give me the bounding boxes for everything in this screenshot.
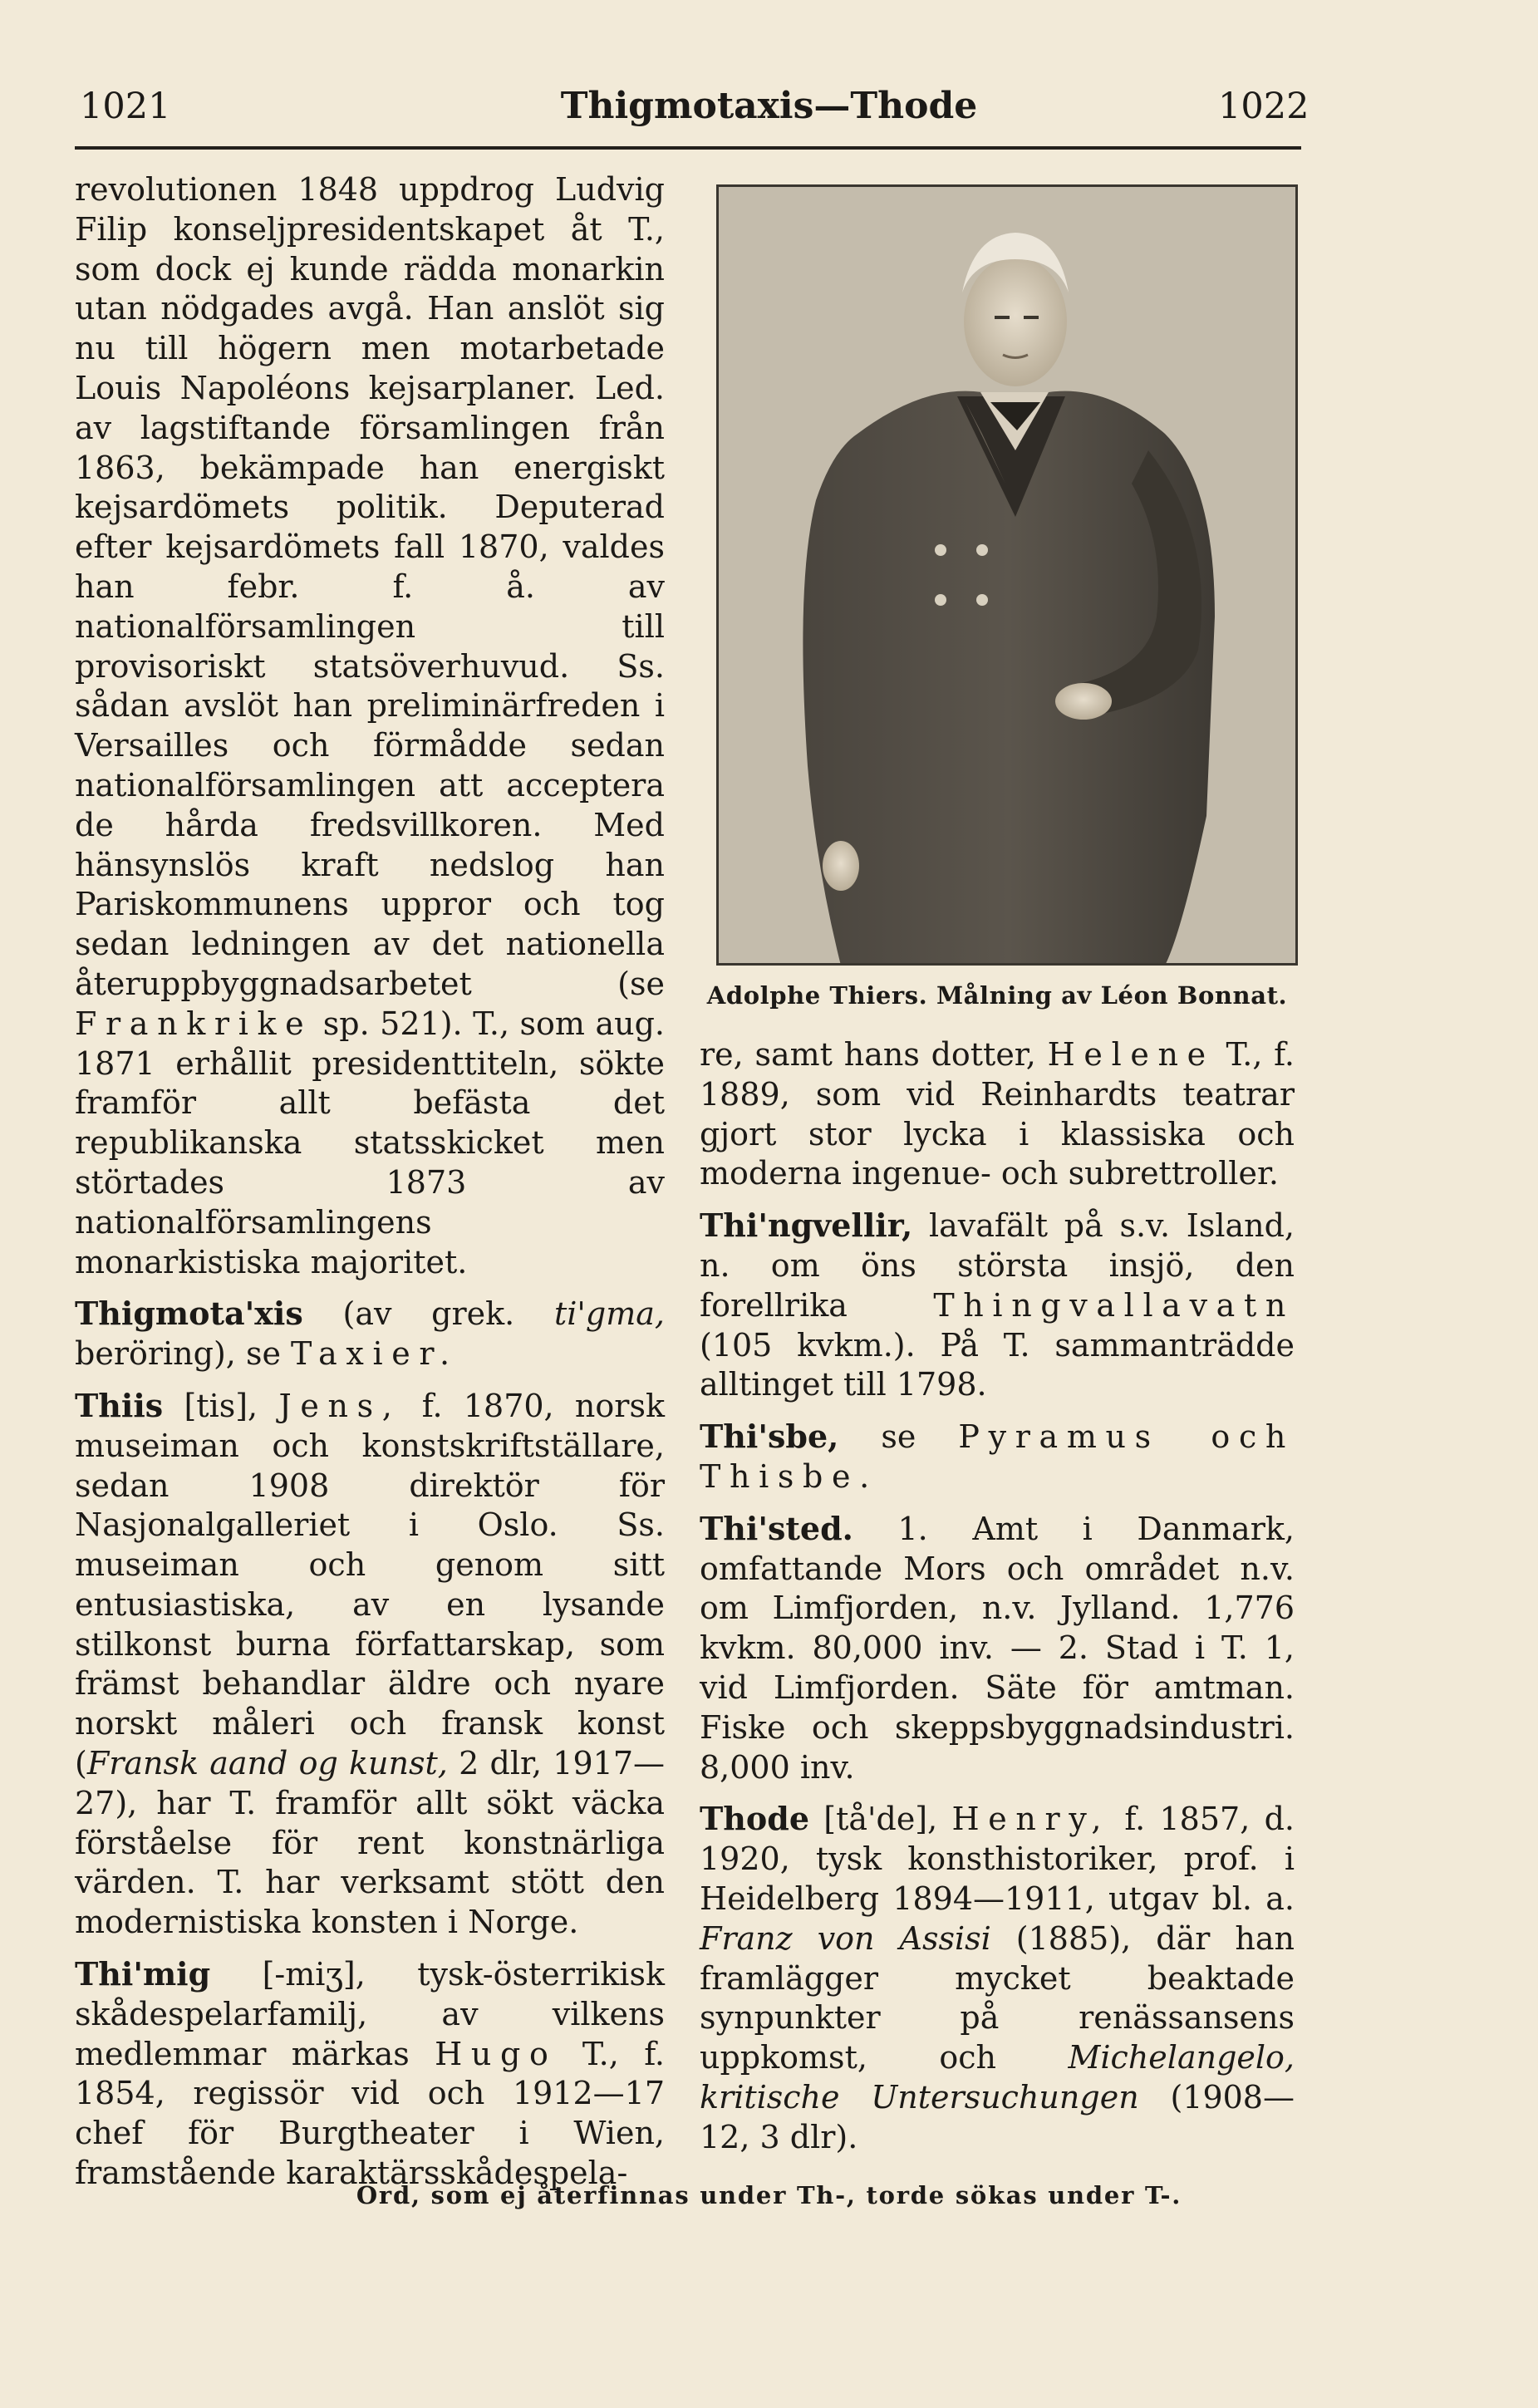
- thode-work-title-1: Franz von Assisi: [700, 1919, 991, 1957]
- greek-term: ti'gma,: [554, 1295, 665, 1333]
- thigmotaxis-text-2: beröring), se: [75, 1335, 281, 1373]
- thiis-text: f. 1870, norsk museiman och konstskriftställare, sedan 1908 direktör för Nasjonalgalleriet i Oslo. Ss. museiman och genom sitt entusiastiska, av en lysande stilkonst burna författarskap, som främst behandlar äldre och nyare norskt måleri och fransk konst (: [75, 1387, 665, 1782]
- thiis-given-name: Jens,: [278, 1387, 401, 1424]
- thingvellir-text: lavafält på s.v. Island, n. om öns största insjö, den forellrika: [700, 1207, 1295, 1324]
- thiis-work-title: Fransk aand og kunst,: [86, 1745, 448, 1782]
- headword-thingvellir: Thi'ngvellir,: [700, 1206, 913, 1245]
- thimig-text: [-miʒ], tysk-österrikisk skådespelarfamilj, av vilkens medlemmar märkas: [75, 1956, 665, 2072]
- thode-given-name: Henry,: [951, 1801, 1111, 1838]
- helene-name: Helene: [1047, 1036, 1215, 1073]
- page-number-left: 1021: [80, 86, 171, 127]
- thode-work-title-2: Michelangelo, kritische Untersuchungen: [700, 2039, 1295, 2116]
- thode-pronunciation: [tå'de],: [823, 1801, 938, 1838]
- thode-text: f. 1857, d. 1920, tysk konsthistoriker, prof. i Heidelberg 1894—1911, utgav bl. a.: [700, 1801, 1295, 1917]
- portrait-illustration: [716, 184, 1298, 966]
- thimig-cont-text: re, samt hans dotter,: [700, 1036, 1036, 1073]
- thingvellir-text-2: (105 kvkm.). På T. sammanträdde alltinget till 1798.: [700, 1326, 1295, 1403]
- thiers-text-end: sp. 521). T., som aug. 1871 erhållit presidenttiteln, sökte framför allt befästa det republikanska statsskicket men störtades 1873 av nationalförsamlingens monarkistiska majoritet.: [75, 1005, 665, 1280]
- thimig-cont-text-2: T., f. 1889, som vid Reinhardts teatrar gjort stor lycka i klassiska och moderna ingenue- och subrettroller.: [700, 1036, 1295, 1192]
- page-number-right: 1022: [1218, 86, 1310, 127]
- headword-thigmotaxis: Thigmota'xis: [75, 1295, 303, 1333]
- thisted-text: 1. Amt i Danmark, omfattande Mors och området n.v. om Limfjorden, n.v. Jylland. 1,776 kvkm. 80,000 inv. — 2. Stad i T. 1, vid Limfjorden. Säte för amtman. Fiske och skeppsbyggnadsindustri. 8,000 inv.: [700, 1510, 1295, 1786]
- running-title: Thigmotaxis—Thode: [560, 85, 978, 127]
- header-rule: [75, 146, 1301, 150]
- entry-thisted: [700, 1509, 1295, 1788]
- thode-text-2: (1885), där han framlägger mycket beaktade synpunkter på renässansens uppkomst, och: [700, 1919, 1295, 2076]
- thigmotaxis-text: (av grek.: [342, 1295, 515, 1333]
- cross-reference-taxier[interactable]: Taxier.: [291, 1335, 459, 1373]
- portrait-caption: Adolphe Thiers. Målning av Léon Bonnat.: [706, 981, 1288, 1010]
- entry-thingvellir: [700, 1206, 1295, 1405]
- headword-thimig: Thi'mig: [75, 1955, 211, 1993]
- thode-text-3: (1908—12, 3 dlr).: [700, 2078, 1295, 2155]
- left-column: [75, 170, 665, 2194]
- cross-reference-frankrike[interactable]: Frankrike: [75, 1005, 313, 1042]
- entry-thiis: [75, 1386, 665, 1943]
- thimig-text-2: T., f. 1854, regissör vid och 1912—17 chef för Burgtheater i Wien, framstående karaktärsskådespela-: [75, 2035, 665, 2192]
- cross-reference-thingvallavatn[interactable]: Thingvallavatn: [933, 1286, 1295, 1324]
- entry-thimig: [75, 1954, 665, 2194]
- thimig-given-name: Hugo: [435, 2035, 558, 2072]
- entry-thimig-continuation: [700, 1035, 1295, 1194]
- headword-thode: Thode: [700, 1800, 809, 1838]
- thiers-text: revolutionen 1848 uppdrog Ludvig Filip konseljpresidentskapet åt T., som dock ej kunde rädda monarkin utan nödgades avgå. Han anslöt sig nu till högern men motarbetade Louis Napoléons kejsarplaner. Led. av lagstiftande församlingen från 1863, bekämpade han energiskt kejsardömets politik. Deputerad efter kejsardömets fall 1870, valdes han febr. f. å. av nationalförsamlingen till provisoriskt statsöverhuvud. Ss. sådan avslöt han preliminärfreden i Versailles och förmådde sedan nationalförsamlingen att acceptera de hårda fredsvillkoren. Med hänsynslös kraft nedslog han Pariskommunens uppror och tog sedan ledningen av det nationella återuppbyggnadsarbetet (se: [75, 171, 665, 1002]
- portrait-photo-icon: [716, 184, 1298, 966]
- footer-note: Ord, som ej återfinnas under Th-, torde sökas under T-.: [356, 2181, 1182, 2209]
- thiis-pronunciation: [tis],: [184, 1387, 258, 1424]
- headword-thiis: Thiis: [75, 1386, 164, 1424]
- headword-thisted: Thi'sted.: [700, 1509, 853, 1547]
- thiis-text-2: 2 dlr, 1917—27), har T. framför allt sökt väcka förståelse för rent konstnärliga värden. T. har verksamt stött den modernistiska konsten i Norge.: [75, 1745, 665, 1941]
- thisbe-text: se: [881, 1418, 916, 1456]
- headword-thisbe: Thi'sbe,: [700, 1418, 839, 1456]
- entry-thigmotaxis: [75, 1294, 665, 1374]
- cross-reference-pyramus[interactable]: Pyramus och Thisbe.: [700, 1418, 1295, 1495]
- entry-thisbe: [700, 1417, 1295, 1497]
- right-column: [700, 1035, 1295, 2158]
- entry-thiers-continuation: [75, 170, 665, 1282]
- entry-thode: [700, 1799, 1295, 2157]
